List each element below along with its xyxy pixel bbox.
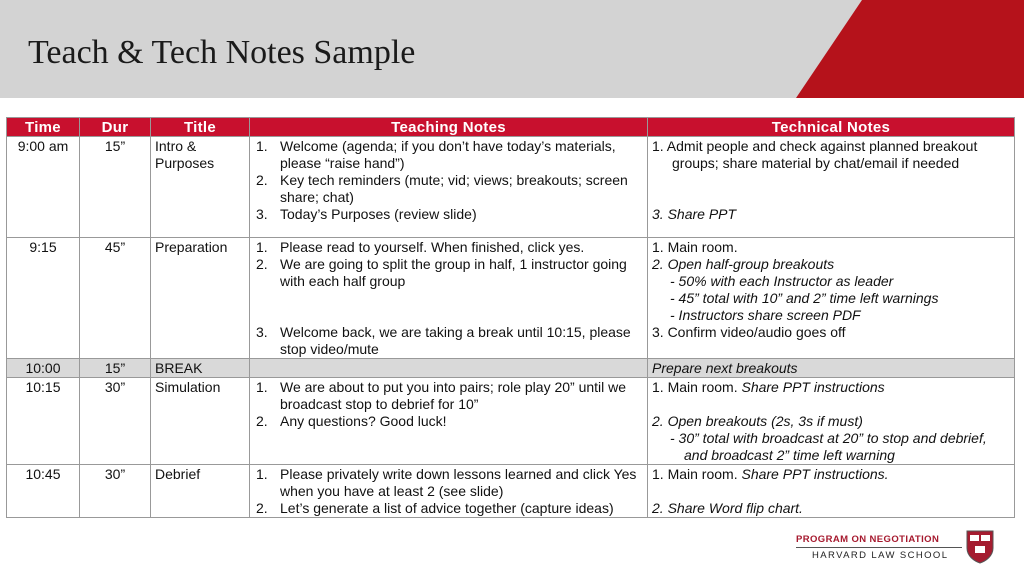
cell-dur: 30” — [80, 378, 151, 465]
list-item: 2. Any questions? Good luck! — [256, 413, 447, 429]
pon-logo-text — [796, 534, 966, 561]
cell-title: Preparation — [151, 238, 250, 359]
list-item: 1. We are about to put you into pairs; role play 20” until we broadcast stop to debrief for 10” — [256, 379, 627, 412]
header-teaching-notes: Teaching Notes — [250, 118, 648, 137]
cell-teaching-notes — [250, 378, 648, 465]
note-line: - 30” total with broadcast at 20” to stop and debrief, and broadcast 2” time left warning — [670, 430, 987, 463]
list-item: 1. Please read to yourself. When finished, click yes. — [256, 239, 585, 255]
header-title: Title — [151, 118, 250, 137]
note-line: - Instructors share screen PDF — [670, 307, 861, 323]
cell-title: BREAK — [151, 359, 250, 378]
cell-dur: 30” — [80, 465, 151, 518]
note-line: 2. Open half-group breakouts — [652, 256, 835, 272]
school-name: HARVARD LAW SCHOOL — [812, 550, 949, 561]
cell-technical-notes — [648, 359, 1015, 378]
note-line: 1. Main room. — [652, 239, 738, 255]
program-name: PROGRAM ON NEGOTIATION — [796, 534, 940, 545]
table-header-row — [7, 118, 1015, 137]
note-line: 3. Share PPT — [652, 206, 737, 222]
cell-technical-notes — [648, 378, 1015, 465]
note-line: 3. Confirm video/audio goes off — [652, 324, 846, 340]
cell-title: Simulation — [151, 378, 250, 465]
table-row — [7, 238, 1015, 359]
cell-teaching-notes — [250, 137, 648, 238]
harvard-shield-icon — [966, 530, 994, 564]
note-line: - 45” total with 10” and 2” time left warnings — [670, 290, 939, 306]
table-row — [7, 378, 1015, 465]
cell-technical-notes — [648, 137, 1015, 238]
note-line: 1. Admit people and check against planned breakout groups; share material by chat/email if needed — [652, 138, 978, 171]
list-item: 1. Welcome (agenda; if you don’t have today’s materials, please “raise hand”) — [256, 138, 616, 171]
cell-technical-notes — [648, 238, 1015, 359]
header-dur: Dur — [80, 118, 151, 137]
list-item: 3. Today’s Purposes (review slide) — [256, 206, 477, 222]
page-title: Teach & Tech Notes Sample — [28, 34, 416, 71]
note-line: 1. Main room. Share PPT instructions. — [652, 466, 889, 482]
cell-time: 10:00 — [7, 359, 80, 378]
cell-teaching-notes — [250, 359, 648, 378]
cell-title: Debrief — [151, 465, 250, 518]
list-item: 2. Key tech reminders (mute; vid; views; breakouts; screen share; chat) — [256, 172, 628, 205]
schedule-table — [6, 117, 1015, 518]
note-line: - 50% with each Instructor as leader — [670, 273, 894, 289]
cell-technical-notes — [648, 465, 1015, 518]
table-row — [7, 137, 1015, 238]
cell-time: 10:45 — [7, 465, 80, 518]
cell-time: 9:00 am — [7, 137, 80, 238]
logo-divider — [796, 547, 962, 548]
cell-title: Intro & Purposes — [151, 137, 250, 238]
note-line: 1. Main room. Share PPT instructions — [652, 379, 885, 395]
note-line: Prepare next breakouts — [652, 360, 798, 376]
note-line: 2. Open breakouts (2s, 3s if must) — [652, 413, 863, 429]
cell-dur: 45” — [80, 238, 151, 359]
cell-time: 10:15 — [7, 378, 80, 465]
note-line: 2. Share Word flip chart. — [652, 500, 803, 516]
cell-dur: 15” — [80, 137, 151, 238]
header-time: Time — [7, 118, 80, 137]
header-technical-notes: Technical Notes — [648, 118, 1015, 137]
list-item: 3. Welcome back, we are taking a break until 10:15, please stop video/mute — [256, 324, 631, 357]
cell-teaching-notes — [250, 238, 648, 359]
table-row-break — [7, 359, 1015, 378]
table-row — [7, 465, 1015, 518]
list-item: 1. Please privately write down lessons learned and click Yes when you have at least 2 (see slide) — [256, 466, 637, 499]
list-item: 2. Let’s generate a list of advice together (capture ideas) — [256, 500, 614, 516]
cell-teaching-notes — [250, 465, 648, 518]
list-item: 2. We are going to split the group in half, 1 instructor going with each half group — [256, 256, 627, 289]
cell-dur: 15” — [80, 359, 151, 378]
cell-time: 9:15 — [7, 238, 80, 359]
